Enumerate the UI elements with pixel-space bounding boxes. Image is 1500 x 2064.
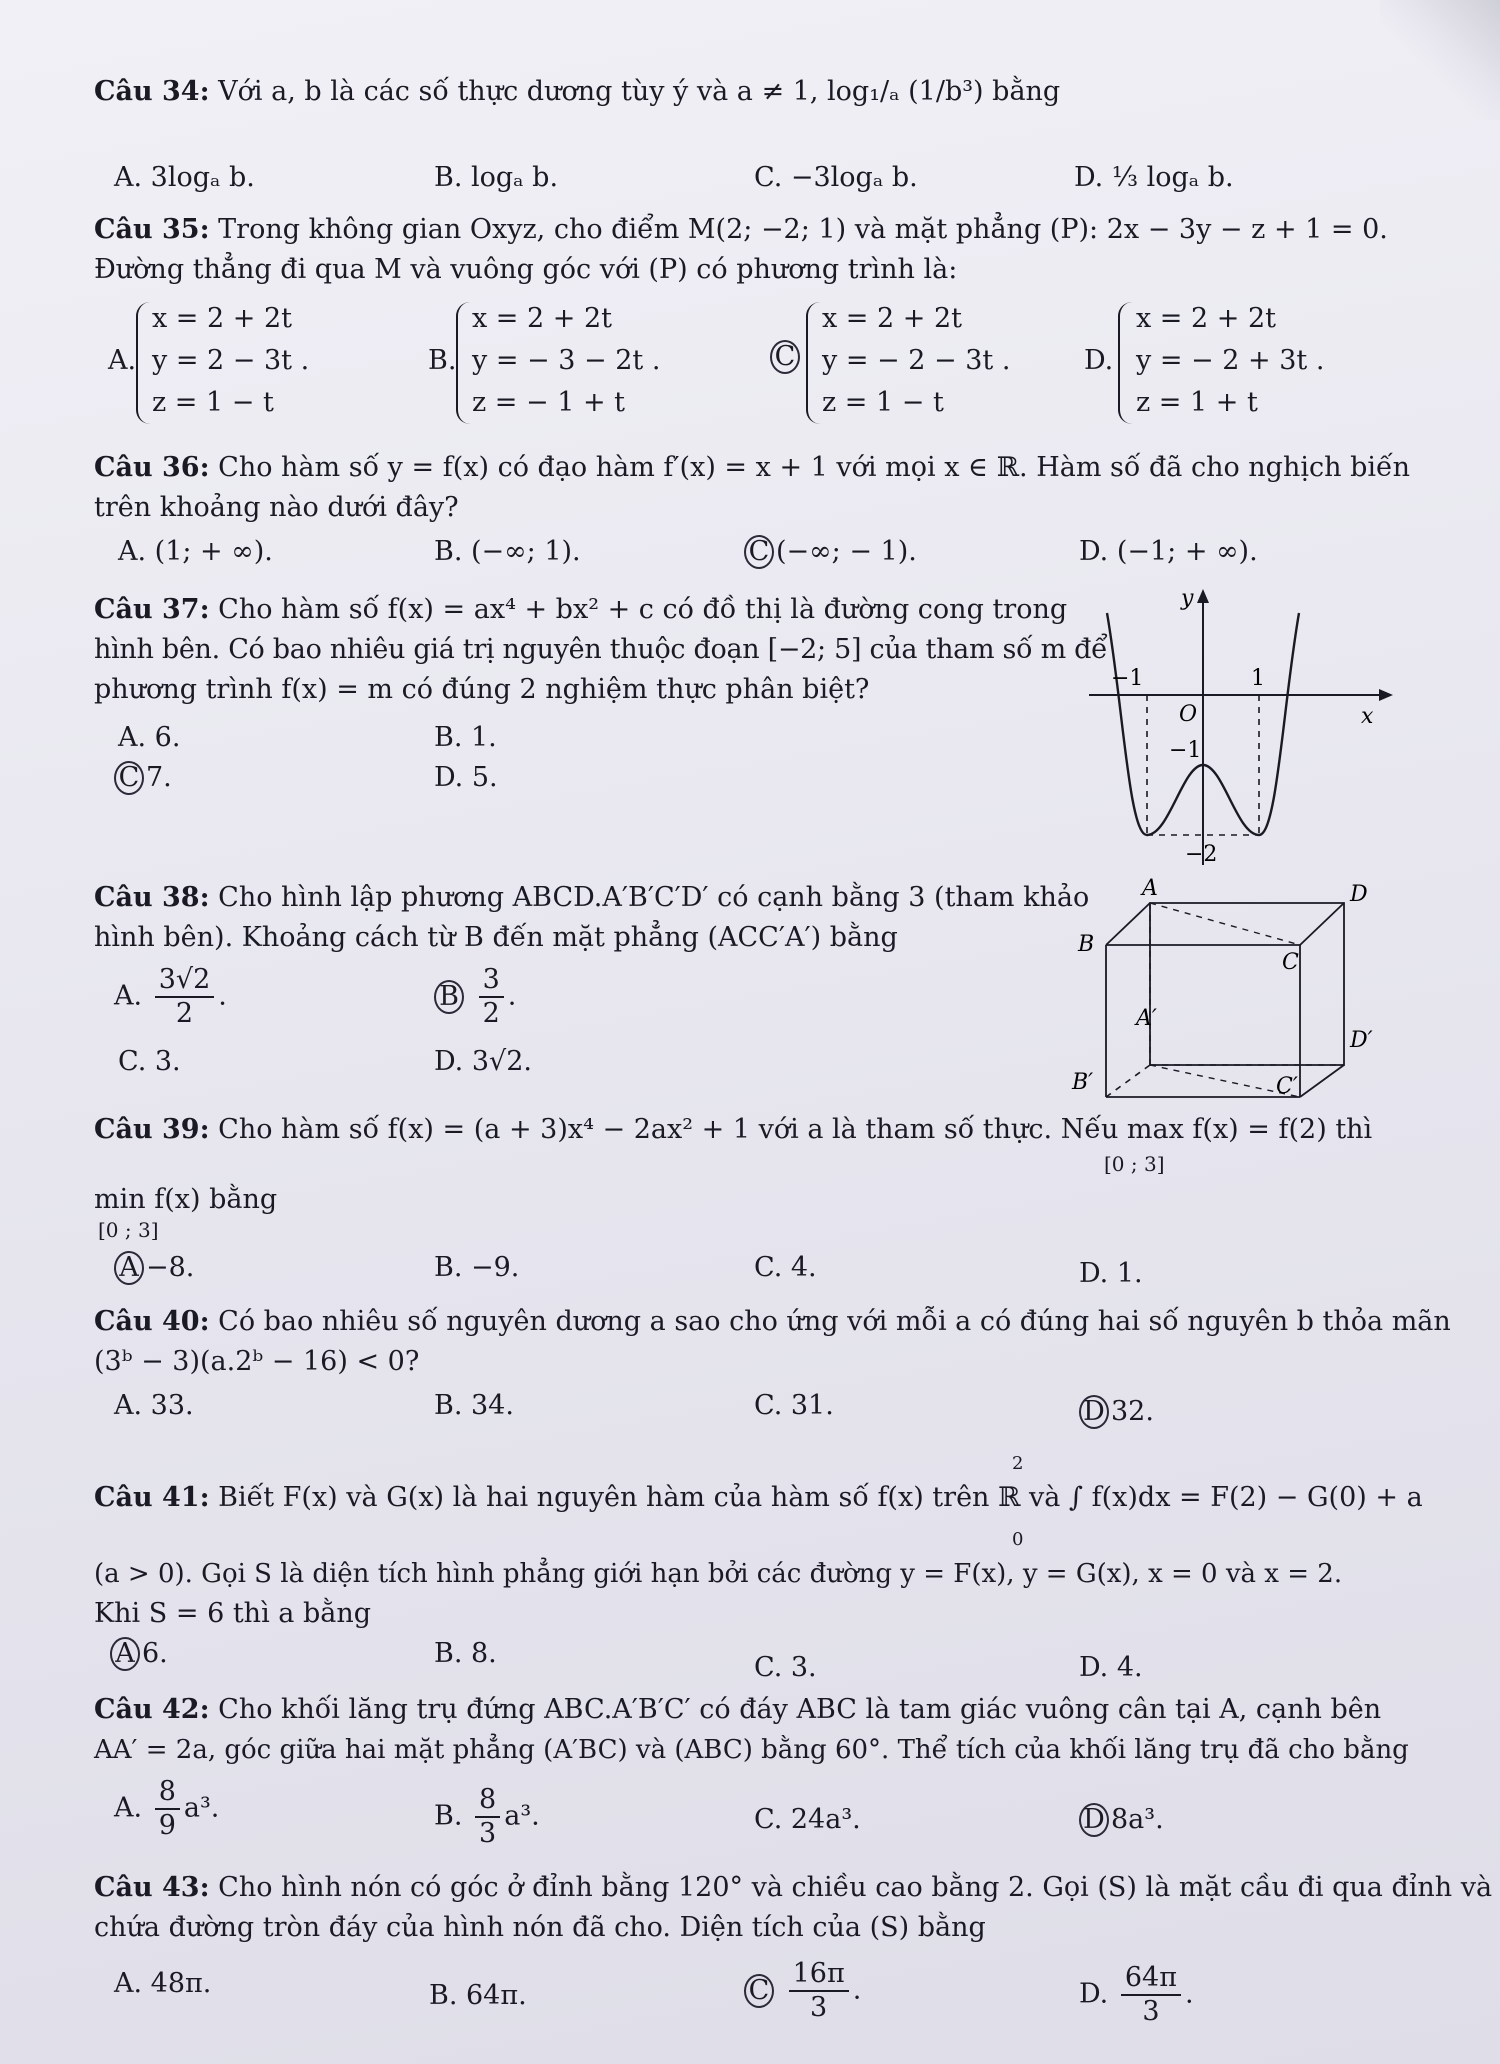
numerator: 16π [789,1958,849,1992]
option-b[interactable]: B. −9. [434,1252,520,1283]
question-35-stem: Trong không gian Oxyz, cho điểm M(2; −2; 1) và mặt phẳng (P): 2x − 3y − z + 1 = 0. [218,214,1388,245]
question-37 [94,590,1108,793]
question-40-options [94,1386,1394,1432]
fraction [475,1784,500,1850]
option-a[interactable] [110,1634,168,1674]
fraction [1121,1962,1181,2028]
question-39-options [94,1248,1394,1294]
option-c[interactable]: C. 3. [754,1652,817,1683]
x-axis-label: x [1361,704,1374,729]
fraction [789,1958,849,2024]
option-d-text: 8a³. [1111,1804,1164,1835]
system-row: y = 2 − 3t . [152,345,310,376]
option-d[interactable]: D. 1. [1079,1258,1143,1289]
integral-lower-limit: 0 [1012,1529,1024,1550]
system-row: x = 2 + 2t [152,303,293,334]
system-row: z = 1 + t [1136,387,1258,418]
brace [456,302,472,424]
question-43-line-2: chứa đường tròn đáy của hình nón đã cho. Diện tích của (S) bằng [94,1912,986,1943]
y-label-neg1: −1 [1169,738,1202,763]
question-36-line-2: trên khoảng nào dưới đây? [94,492,459,523]
question-41-line-2: (a > 0). Gọi S là diện tích hình phẳng giới hạn bởi các đường y = F(x), y = G(x), x = 0 và x = 2. [94,1559,1343,1589]
numerator: 3 [479,964,504,998]
question-38 [94,878,1090,1077]
system-row: z = 1 − t [822,387,944,418]
question-39-line-1 [94,1110,1394,1150]
question-35-line-1 [94,210,1394,250]
question-34-options [94,158,1394,204]
option-a-text: −8. [146,1252,195,1283]
circled-answer: A [110,1637,140,1671]
question-36-options [94,532,1394,578]
brace [806,302,822,424]
option-b[interactable]: B. 1. [434,722,497,753]
option-c[interactable]: C. 3. [118,1046,181,1077]
option-b[interactable]: B. (−∞; 1). [434,536,581,567]
option-b[interactable]: B. logₐ b. [434,162,559,193]
question-41-label: Câu 41: [94,1482,210,1513]
question-37-stem: Cho hàm số f(x) = ax⁴ + bx² + c có đồ thị là đường cong trong [218,594,1068,625]
question-38-label: Câu 38: [94,882,210,913]
fraction [155,964,215,1030]
option-a[interactable]: A. 33. [114,1390,194,1421]
option-a[interactable] [114,1776,219,1842]
option-label: B. [428,345,457,376]
question-35 [94,210,1394,418]
option-a[interactable]: A. 3logₐ b. [114,162,255,193]
option-d[interactable]: D. 4. [1079,1652,1143,1683]
question-37-label: Câu 37: [94,594,210,625]
denominator: 3 [479,1818,497,1849]
option-d[interactable]: D. (−1; + ∞). [1079,536,1258,567]
vertex-C: C [1282,950,1299,975]
system-row: x = 2 + 2t [822,303,963,334]
option-d[interactable] [1079,1392,1154,1432]
question-37-line-3: phương trình f(x) = m có đúng 2 nghiệm thực phân biệt? [94,674,870,705]
vertex-B-prime: B′ [1072,1070,1094,1095]
origin-label: O [1179,702,1198,727]
question-38-line-2: hình bên). Khoảng cách từ B đến mặt phẳng (ACC′A′) bằng [94,922,898,953]
circled-answer: C [744,1974,774,2008]
denominator: 3 [810,1992,828,2023]
question-35-line-2: Đường thẳng đi qua M và vuông góc với (P) có phương trình là: [94,254,958,285]
question-36-label: Câu 36: [94,452,210,483]
option-c[interactable]: C. 24a³. [754,1804,861,1835]
option-c[interactable] [114,758,172,798]
option-c[interactable]: C $\frac{16\pi}{3}$ . [744,1958,861,2024]
system-row: z = 1 − t [152,387,274,418]
question-36 [94,448,1411,567]
question-42 [94,1690,1409,1849]
y-axis-label: y [1181,586,1194,611]
option-a-tail: a³. [183,1792,220,1824]
question-39-stem: Cho hàm số f(x) = (a + 3)x⁴ − 2ax² + 1 với a là tham số thực. Nếu max f(x) = f(2) thì [218,1114,1373,1145]
vertex-A-prime: A′ [1136,1006,1157,1031]
circled-answer: C [744,535,774,569]
question-42-label: Câu 42: [94,1694,210,1725]
question-42-line-1 [94,1690,1394,1730]
option-b[interactable]: B. 8. [434,1638,497,1669]
question-37-line-2: hình bên. Có bao nhiêu giá trị nguyên thuộc đoạn [−2; 5] của tham số m để [94,634,1108,665]
numerator: 64π [1121,1962,1181,1996]
vertex-C-prime: C′ [1276,1074,1298,1099]
cube-back-face-outline [1150,903,1344,1065]
numerator: 3√2 [155,964,215,998]
option-c-text: 7. [146,762,172,793]
question-34 [94,72,1394,193]
option-a[interactable] [114,1248,194,1288]
system-row: z = − 1 + t [472,387,626,418]
option-c[interactable] [744,532,917,572]
question-40-label: Câu 40: [94,1306,210,1337]
question-41 [94,1453,1423,1683]
option-c[interactable]: C. −3logₐ b. [754,162,918,193]
option-d-label: D. [1079,1978,1109,2010]
option-d[interactable]: D. $\frac{64\pi}{3}$ . [1079,1962,1194,2027]
question-39-label: Câu 39: [94,1114,210,1145]
option-a[interactable]: A. 48π. [114,1968,212,1999]
system-row: y = − 2 − 3t . [822,345,1011,376]
integral-upper-limit: 2 [1012,1453,1024,1474]
question-35-options [94,298,1394,428]
option-b[interactable]: B. 64π. [429,1980,527,2011]
edge-DC [1300,903,1344,945]
fraction [155,1776,180,1842]
option-label: A. [108,345,137,376]
y-axis-arrow [1197,589,1209,603]
option-b-tail: a³. [504,1800,540,1832]
question-37-options-row-2 [94,758,1074,804]
fraction [479,964,504,1030]
option-a-label: A. [114,1792,143,1824]
question-38-stem: Cho hình lập phương ABCD.A′B′C′D′ có cạnh bằng 3 (tham khảo [218,882,1090,913]
option-c-text: (−∞; − 1). [776,536,917,567]
option-a[interactable]: A. $\frac{3√2}{2}$ . [114,964,227,1029]
question-36-stem: Cho hàm số y = f(x) có đạo hàm f′(x) = x + 1 với mọi x ∈ ℝ. Hàm số đã cho nghịch biến [218,452,1411,483]
denominator: 3 [1142,1996,1160,2027]
x-axis-arrow [1379,689,1393,701]
question-37-line-1 [94,590,1074,630]
question-41-line-1 [94,1478,1423,1518]
hidden-edge-B1A1 [1106,1065,1150,1097]
denominator: 2 [482,998,500,1029]
edge-C1D1 [1300,1065,1344,1097]
function-graph [1085,585,1405,870]
option-a-text: 6. [142,1638,168,1669]
numerator: 8 [155,1776,180,1810]
option-label: D. [1084,345,1114,376]
brace [136,302,152,424]
circled-answer: C [114,761,144,795]
option-c[interactable]: C. 31. [754,1390,834,1421]
question-43-line-1 [94,1868,1493,1908]
question-40-line-1 [94,1302,1451,1342]
question-42-stem: Cho khối lăng trụ đứng ABC.A′B′C′ có đáy ABC là tam giác vuông cân tại A, cạnh bên [218,1694,1382,1725]
question-41-stem: Biết F(x) và G(x) là hai nguyên hàm của hàm số f(x) trên ℝ và ∫ f(x)dx = F(2) − G(0) + a [218,1482,1423,1513]
option-a[interactable]: A. 6. [118,722,181,753]
question-36-line-1 [94,448,1411,488]
min-subscript: [0 ; 3] [98,1218,159,1242]
option-b-label: B. [434,1800,463,1832]
cube-figure [1070,875,1390,1105]
question-43-stem: Cho hình nón có góc ở đỉnh bằng 120° và chiều cao bằng 2. Gọi (S) là mặt cầu đi qua đỉnh và [218,1872,1493,1903]
question-40 [94,1302,1451,1427]
question-34-stem: Với a, b là các số thực dương tùy ý và a ≠ 1, log₁/ₐ (1/b³) bằng [218,76,1061,107]
max-subscript: [0 ; 3] [1104,1152,1165,1176]
vertex-D: D [1350,882,1368,907]
circled-option-label: C [770,340,800,374]
brace [1118,302,1134,424]
option-a-label: A. [114,980,143,1012]
question-35-label: Câu 35: [94,214,210,245]
question-34-label: Câu 34: [94,76,210,107]
question-38-line-1 [94,878,1090,918]
tick-label-neg1: −1 [1111,666,1144,691]
question-43-label: Câu 43: [94,1872,210,1903]
question-42-line-2: AA′ = 2a, góc giữa hai mặt phẳng (A′BC) và (ABC) bằng 60°. Thể tích của khối lăng trụ đã cho bằng [94,1735,1409,1765]
denominator: 9 [158,1810,176,1841]
page-fold [1380,0,1500,120]
edge-AB [1106,903,1150,945]
diagonal-AC [1150,903,1300,945]
vertex-A: A [1142,876,1158,901]
system-row: x = 2 + 2t [1136,303,1277,334]
option-d[interactable] [1079,1800,1164,1840]
question-41-options [94,1634,1394,1683]
option-d[interactable]: D. 3√2. [434,1046,532,1077]
question-41-line-3: Khi S = 6 thì a bằng [94,1598,372,1629]
option-b[interactable]: B. 34. [434,1390,514,1421]
circled-answer: D [1079,1395,1109,1429]
option-b[interactable]: B $\frac{3}{2}$ . [434,964,516,1030]
question-38-options-row-2 [94,1042,1074,1088]
tick-label-pos1: 1 [1251,666,1265,691]
option-a[interactable]: A. (1; + ∞). [118,536,273,567]
option-c[interactable]: C. 4. [754,1252,817,1283]
option-d-text: 32. [1111,1396,1154,1427]
numerator: 8 [475,1784,500,1818]
vertex-B: B [1078,932,1095,957]
question-40-line-2: (3ᵇ − 3)(a.2ᵇ − 16) < 0? [94,1346,420,1377]
circled-answer: A [114,1251,144,1285]
denominator: 2 [175,998,194,1029]
question-39-line-2: min f(x) bằng [94,1184,278,1215]
circled-answer: B [434,980,464,1014]
y-label-neg2: −2 [1185,842,1218,867]
system-row: x = 2 + 2t [472,303,613,334]
question-34-text [94,72,1394,112]
system-row: y = − 3 − 2t . [472,345,661,376]
question-40-stem: Có bao nhiêu số nguyên dương a sao cho ứng với mỗi a có đúng hai số nguyên b thỏa mãn [218,1306,1451,1337]
system-row: y = − 2 + 3t . [1136,345,1325,376]
vertex-D-prime: D′ [1350,1028,1373,1053]
circled-answer: D [1079,1803,1109,1837]
option-b[interactable] [434,1784,540,1850]
option-d[interactable]: D. 5. [434,762,498,793]
question-39 [94,1110,1394,1289]
option-d[interactable]: D. ⅓ logₐ b. [1074,162,1234,193]
